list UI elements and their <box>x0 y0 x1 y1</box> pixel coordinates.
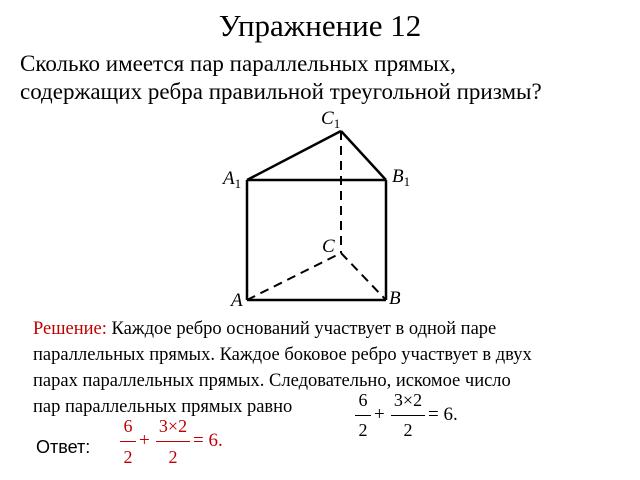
edge-c-b <box>341 253 386 300</box>
formula-frac1-num: 6 <box>358 390 368 410</box>
solution-label: Решение: <box>33 319 107 339</box>
answer-result: = 6. <box>193 430 223 451</box>
formula-frac2-num: 3×2 <box>393 390 423 410</box>
answer-frac1-den: 2 <box>123 447 133 467</box>
answer-plus: + <box>139 430 150 451</box>
question-line-1: Сколько имеется пар параллельных прямых, <box>20 51 456 76</box>
answer-frac2-den: 2 <box>168 447 178 467</box>
formula-frac1-den: 2 <box>358 420 368 440</box>
solution-line-3: парах параллельных прямых. Следовательно, искомое число <box>33 371 511 391</box>
answer-label: Ответ: <box>36 437 91 457</box>
solution-formula <box>350 390 470 442</box>
question-line-2: содержащих ребра правильной треугольной призмы? <box>20 79 542 104</box>
label-c1: $C_1$ <box>321 108 341 131</box>
formula-frac2-den: 2 <box>403 420 413 440</box>
answer-formula <box>115 416 235 470</box>
label-b: B <box>389 288 401 309</box>
page-title: Упражнение 12 <box>218 8 422 43</box>
edge-c1-b1 <box>341 131 386 180</box>
solution-line-1: Решение: Каждое ребро оснований участвует в одной паре <box>33 319 497 339</box>
label-a1: $A_1$ <box>223 168 242 191</box>
solution-line-4: пар параллельных прямых равно <box>33 397 293 417</box>
solution-line-2: параллельных прямых. Каждое боковое ребро участвует в двух <box>33 345 532 365</box>
formula-plus: + <box>374 404 385 425</box>
label-a: A <box>231 290 243 311</box>
formula-result: = 6. <box>428 404 458 425</box>
edge-a1-c1 <box>247 131 341 180</box>
answer-frac2-num: 3×2 <box>158 416 188 436</box>
label-c: C <box>322 236 335 257</box>
edge-a-c <box>247 253 341 300</box>
answer-frac1-num: 6 <box>123 416 133 436</box>
solution-text <box>33 316 623 420</box>
label-b1: $B_1$ <box>392 166 411 189</box>
